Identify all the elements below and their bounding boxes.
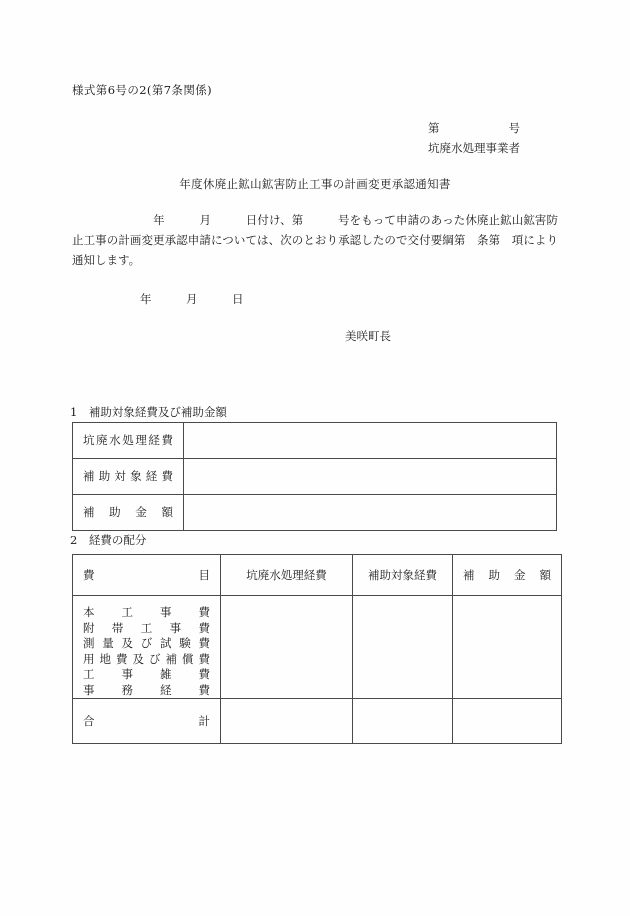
column-header-mine-cost	[221, 555, 353, 596]
section-1-heading: 1 補助対象経費及び補助金額	[70, 405, 227, 419]
column-header-label: 補助対象経費	[368, 567, 437, 582]
body-paragraph: 年 月 日付け、第 号をもって申請のあった休廃止鉱山鉱害防止工事の計画変更承認申請については、次のとおり承認したので交付要綱第 条第 項により通知します。	[72, 213, 558, 267]
form-number: 様式第6号の2(第7条関係)	[72, 83, 213, 97]
document-number-field: 第 号	[428, 121, 520, 135]
table-row-total	[73, 699, 562, 744]
issue-date-field: 年 月 日	[140, 292, 244, 306]
total-subsidy-amount-cell[interactable]	[453, 699, 562, 744]
row-label: 坑廃水処理経費	[83, 433, 173, 447]
items-subsidy-amount-cell[interactable]	[453, 596, 562, 699]
total-mine-cost-cell[interactable]	[221, 699, 353, 744]
column-header-label: 補助金額	[463, 567, 551, 582]
column-header-item	[73, 555, 221, 596]
row-label-cell	[73, 423, 184, 459]
recipient-label: 坑廃水処理事業者	[428, 141, 520, 155]
row-label: 補助対象経費	[83, 469, 173, 483]
signer-name: 美咲町長	[345, 329, 391, 343]
table-header-row	[73, 555, 562, 596]
expense-items-cell	[73, 596, 221, 699]
row-value-cell[interactable]	[184, 495, 557, 531]
row-label: 補助金額	[83, 505, 173, 519]
row-label-cell	[73, 459, 184, 495]
section-2-heading: 2 経費の配分	[70, 533, 147, 547]
total-label-cell	[73, 699, 221, 744]
table-row	[73, 459, 557, 495]
row-label-cell	[73, 495, 184, 531]
cost-allocation-table	[72, 554, 562, 744]
table-row	[73, 495, 557, 531]
expense-item: 事務経費	[83, 682, 210, 697]
row-value-cell[interactable]	[184, 423, 557, 459]
items-target-cost-cell[interactable]	[353, 596, 453, 699]
column-header-subsidy-amount	[453, 555, 562, 596]
total-target-cost-cell[interactable]	[353, 699, 453, 744]
expense-item: 工事雑費	[83, 667, 210, 681]
items-mine-cost-cell[interactable]	[221, 596, 353, 699]
table-row-items	[73, 596, 562, 699]
expense-item: 本工事費	[83, 605, 210, 619]
table-row	[73, 423, 557, 459]
row-value-cell[interactable]	[184, 459, 557, 495]
column-header-label: 費目	[83, 567, 210, 582]
cost-summary-table	[72, 422, 557, 531]
expense-item: 用地費及び補償費	[83, 651, 210, 666]
expense-items-list	[73, 596, 220, 698]
total-label: 合計	[83, 713, 210, 728]
document-title: 年度休廃止鉱山鉱害防止工事の計画変更承認通知書	[179, 177, 451, 191]
expense-item: 附帯工事費	[83, 620, 210, 635]
column-header-target-cost	[353, 555, 453, 596]
expense-item: 測量及び試験費	[83, 636, 210, 650]
column-header-label: 坑廃水処理経費	[246, 567, 327, 582]
